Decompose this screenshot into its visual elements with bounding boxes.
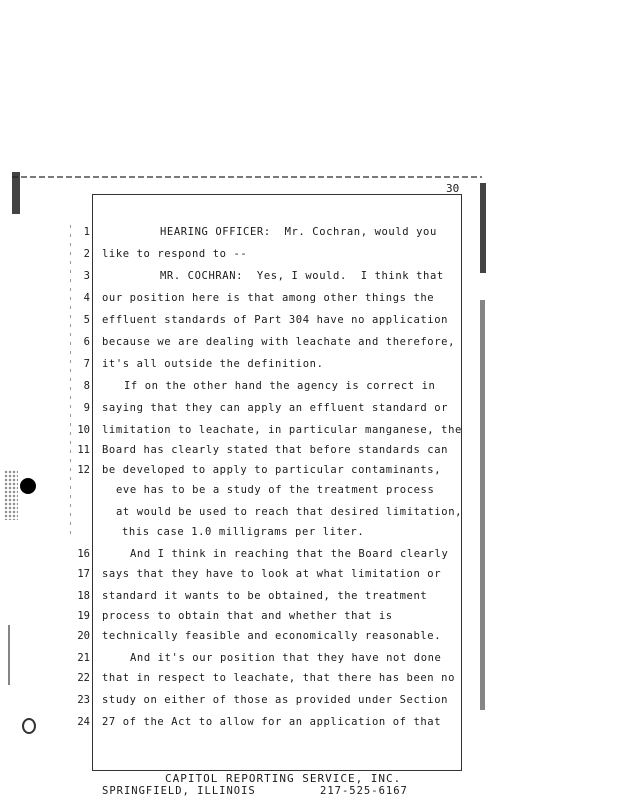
line-number: 11 (77, 444, 90, 456)
transcript-line: limitation to leachate, in particular manganese, the (102, 424, 462, 436)
scan-speckle (4, 470, 18, 520)
line-number: 9 (83, 402, 90, 414)
line-number: 5 (83, 314, 90, 326)
transcript-line: because we are dealing with leachate and therefore, (102, 336, 455, 348)
transcript-line: And I think in reaching that the Board clearly (130, 548, 449, 560)
scan-right-edge (480, 300, 485, 710)
transcript-line: process to obtain that and whether that is (102, 610, 393, 622)
line-number: 1 (83, 226, 90, 238)
transcript-line: says that they have to look at what limitation or (102, 568, 442, 580)
line-number: 6 (83, 336, 90, 348)
transcript-line: effluent standards of Part 304 have no application (102, 314, 449, 326)
line-number: 3 (83, 270, 90, 282)
transcript-line: HEARING OFFICER: Mr. Cochran, would you (160, 226, 437, 238)
transcript-line: that in respect to leachate, that there has been no (102, 672, 455, 684)
line-number: 22 (77, 672, 90, 684)
scan-left-mark (12, 172, 20, 214)
line-number: 16 (77, 548, 90, 560)
line-number: 20 (77, 630, 90, 642)
line-number: 7 (83, 358, 90, 370)
scan-top-edge (12, 176, 482, 178)
transcript-line: study on either of those as provided under Section (102, 694, 449, 706)
binder-ring-mark (22, 718, 36, 734)
transcript-line: be developed to apply to particular contaminants, (102, 464, 442, 476)
transcript-line: eve has to be a study of the treatment process (116, 484, 435, 496)
transcript-line: it's all outside the definition. (102, 358, 324, 370)
transcript-line: And it's our position that they have not done (130, 652, 442, 664)
transcript-line: our position here is that among other things the (102, 292, 435, 304)
scan-left-line (8, 625, 10, 685)
footer-phone: 217-525-6167 (320, 785, 408, 797)
transcript-line: like to respond to -- (102, 248, 248, 260)
line-number: 8 (83, 380, 90, 392)
line-number: 21 (77, 652, 90, 664)
line-number: 12 (77, 464, 90, 476)
transcript-line: this case 1.0 milligrams per liter. (122, 526, 365, 538)
line-number: 4 (83, 292, 90, 304)
line-number: 23 (77, 694, 90, 706)
line-number: 17 (77, 568, 90, 580)
transcript-line: technically feasible and economically reasonable. (102, 630, 442, 642)
transcript-line: at would be used to reach that desired limitation, (116, 506, 463, 518)
transcript-line: If on the other hand the agency is correct in (124, 380, 436, 392)
scan-right-mark (480, 183, 486, 273)
transcript-line: 27 of the Act to allow for an application of that (102, 716, 442, 728)
line-number: 10 (77, 424, 90, 436)
footer-company: CAPITOL REPORTING SERVICE, INC. (165, 772, 402, 785)
transcript-line: saying that they can apply an effluent standard or (102, 402, 449, 414)
transcript-line: Board has clearly stated that before standards can (102, 444, 449, 456)
footer-city: SPRINGFIELD, ILLINOIS (102, 785, 256, 797)
line-number: 2 (83, 248, 90, 260)
transcript-line: standard it wants to be obtained, the treatment (102, 590, 428, 602)
line-number: 19 (77, 610, 90, 622)
transcript-line: MR. COCHRAN: Yes, I would. I think that (160, 270, 444, 282)
page-number: 30 (446, 182, 460, 195)
binder-hole (20, 478, 36, 494)
line-number: 18 (77, 590, 90, 602)
line-number: 24 (77, 716, 90, 728)
